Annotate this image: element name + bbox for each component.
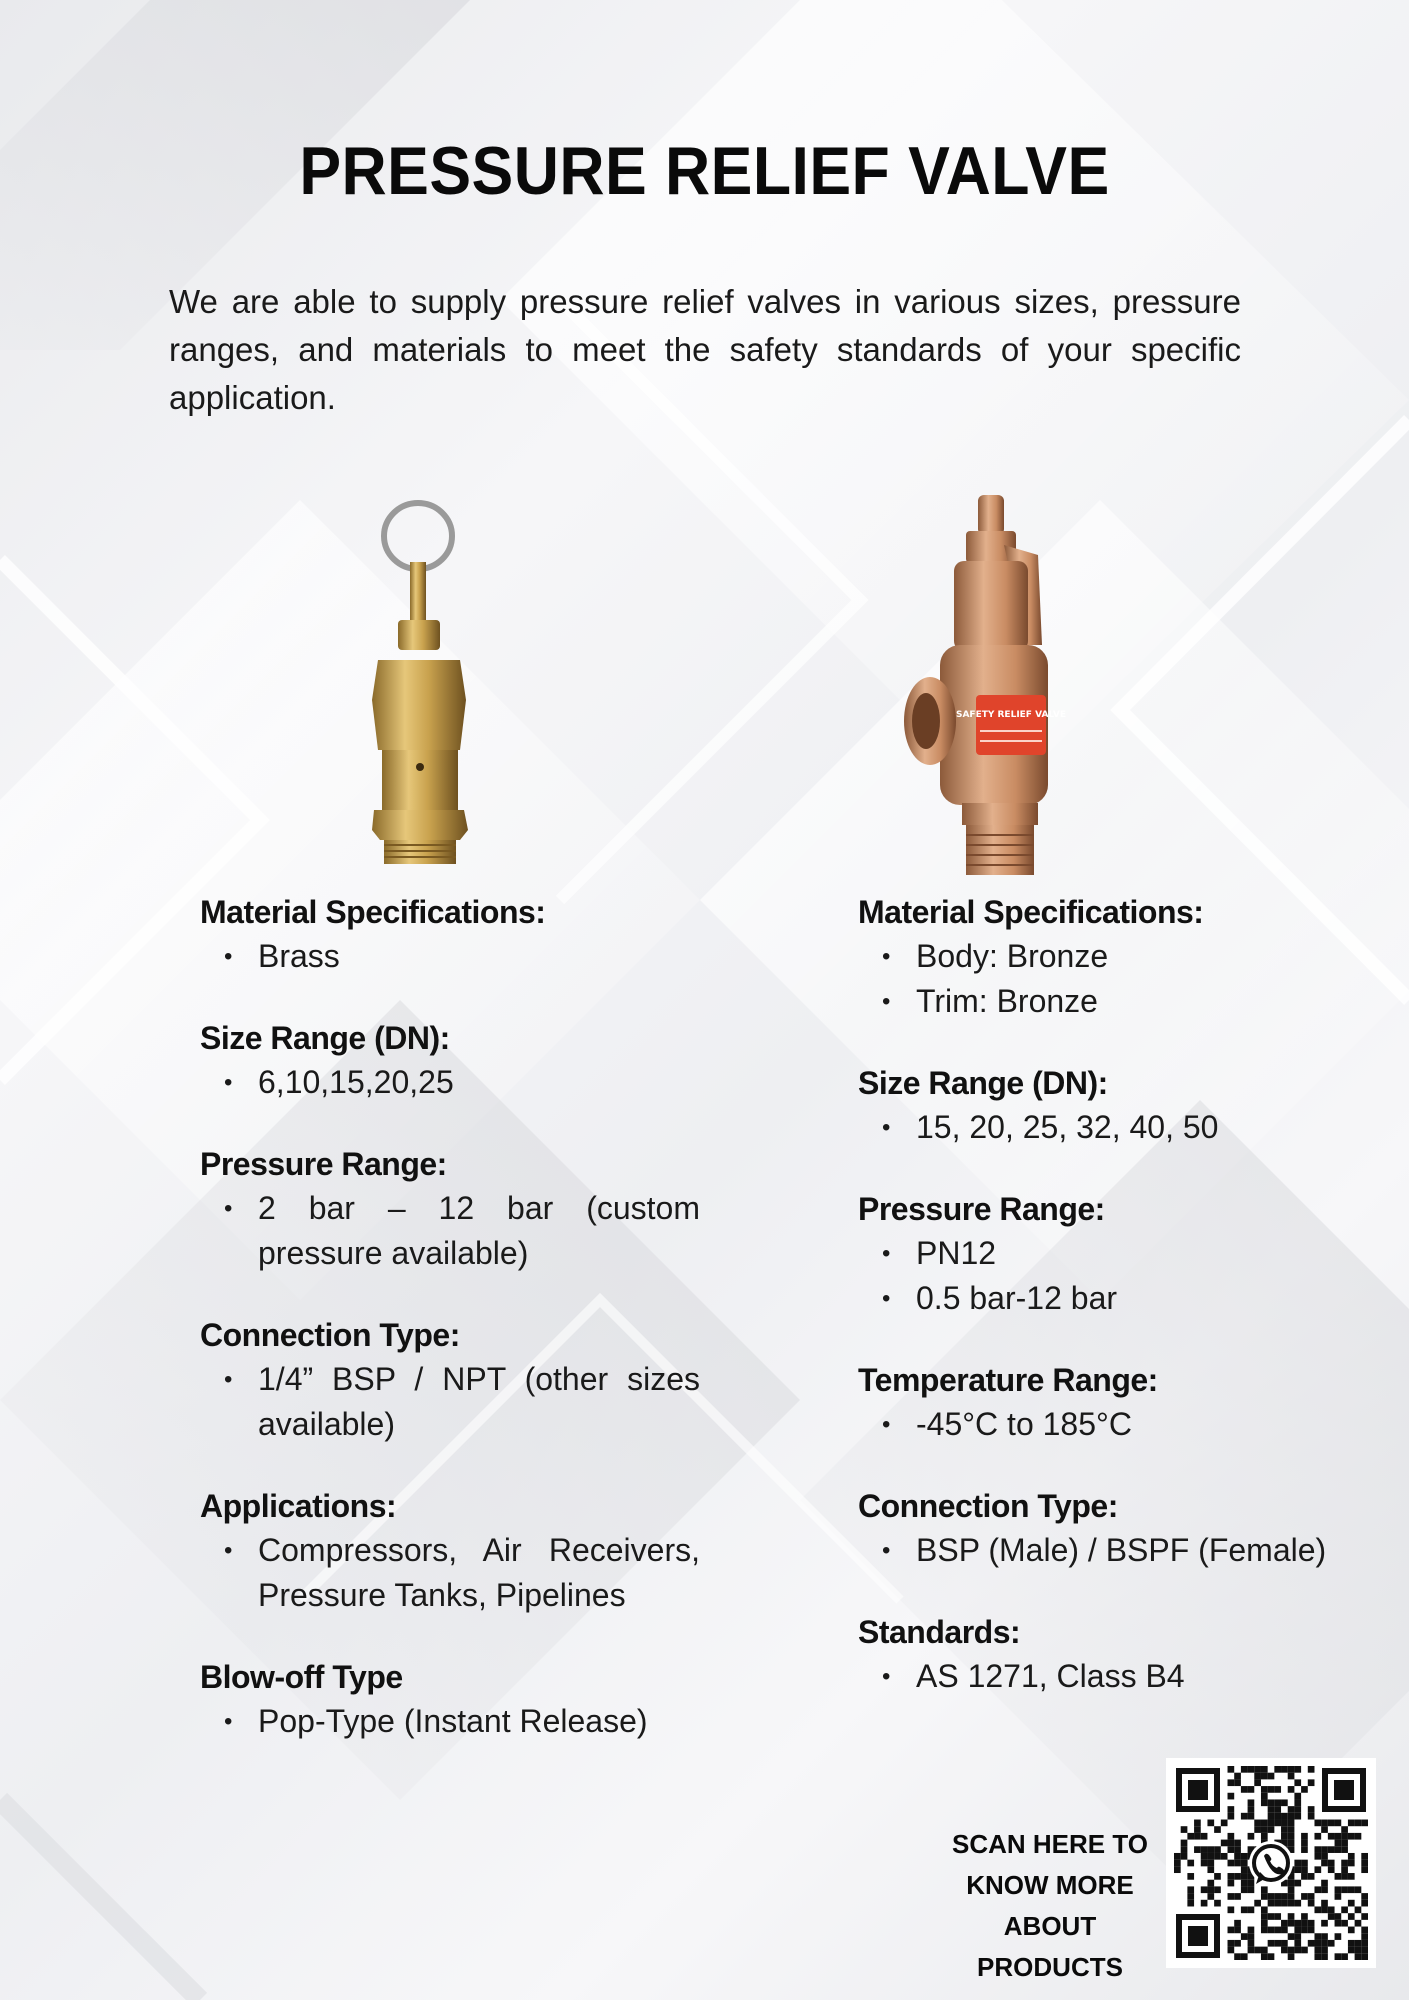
spec-section (200, 1313, 700, 1447)
spec-section-title: Applications: (200, 1488, 397, 1524)
spec-list (858, 1231, 1328, 1321)
spec-list-item: • AS 1271, Class B4 (858, 1654, 1328, 1699)
spec-section (858, 1610, 1328, 1699)
spec-section-title: Material Specifications: (200, 894, 546, 930)
spec-section-title: Pressure Range: (858, 1191, 1105, 1227)
spec-list (200, 1060, 700, 1105)
svg-text:SAFETY RELIEF VALVE: SAFETY RELIEF VALVE (955, 710, 1067, 720)
spec-section-title: Blow-off Type (200, 1659, 403, 1695)
spec-list (858, 1402, 1328, 1447)
intro-paragraph: We are able to supply pressure relief valves in various sizes, pressure ranges, and materials to meet the safety standards of your specific application. (169, 283, 1241, 416)
spec-section-title: Connection Type: (200, 1317, 460, 1353)
spec-section (200, 1016, 700, 1105)
spec-list (858, 1105, 1328, 1150)
spec-list-item: • Trim: Bronze (858, 979, 1328, 1024)
scan-line: ABOUT PRODUCTS (977, 1911, 1123, 1982)
spec-list-item: • -45°C to 185°C (858, 1402, 1328, 1447)
spec-list-item: • Pop-Type (Instant Release) (200, 1699, 700, 1744)
spec-list-item: • 1/4” BSP / NPT (other sizes available) (200, 1357, 700, 1447)
spec-list-item: • Body: Bronze (858, 934, 1328, 979)
spec-section-title: Temperature Range: (858, 1362, 1158, 1398)
spec-section-title: Size Range (DN): (858, 1065, 1108, 1101)
spec-list-item: • PN12 (858, 1231, 1328, 1276)
spec-list (200, 1186, 700, 1276)
spec-section (200, 890, 700, 979)
spec-list-item: • 6,10,15,20,25 (200, 1060, 700, 1105)
spec-section (200, 1655, 700, 1744)
scan-call-to-action (930, 1824, 1170, 1988)
spec-list (858, 934, 1328, 1024)
page-title: PRESSURE RELIEF VALVE (299, 133, 1110, 209)
whatsapp-icon (1249, 1841, 1293, 1885)
qr-code-graphic (1174, 1766, 1368, 1960)
spec-list-item: • BSP (Male) / BSPF (Female) (858, 1528, 1328, 1573)
spec-list-item: • 15, 20, 25, 32, 40, 50 (858, 1105, 1328, 1150)
spec-section (200, 1484, 700, 1618)
spec-section-title: Material Specifications: (858, 894, 1204, 930)
spec-list-item: • Compressors, Air Receivers, Pressure Tanks, Pipelines (200, 1528, 700, 1618)
spec-list (200, 1699, 700, 1744)
spec-list (858, 1654, 1328, 1699)
spec-section-title: Pressure Range: (200, 1146, 447, 1182)
spec-section-title: Standards: (858, 1614, 1021, 1650)
spec-section (858, 890, 1328, 1024)
spec-section (200, 1142, 700, 1276)
qr-code-icon[interactable] (1166, 1758, 1376, 1968)
spec-section (858, 1358, 1328, 1447)
spec-list (200, 1357, 700, 1447)
spec-list-item: • 2 bar – 12 bar (custom pressure available) (200, 1186, 700, 1276)
spec-section (858, 1187, 1328, 1321)
scan-line: SCAN HERE TO (952, 1829, 1148, 1859)
spec-section-title: Connection Type: (858, 1488, 1118, 1524)
spec-list (200, 934, 700, 979)
bronze-safety-relief-valve-image (900, 495, 1080, 880)
spec-list (858, 1528, 1328, 1573)
spec-list-item: • 0.5 bar-12 bar (858, 1276, 1328, 1321)
spec-section (858, 1061, 1328, 1150)
product-1-specs (200, 890, 700, 1781)
spec-section (858, 1484, 1328, 1573)
spec-list (200, 1528, 700, 1618)
product-2-specs (858, 890, 1328, 1736)
spec-list-item: • Brass (200, 934, 700, 979)
scan-line: KNOW MORE (966, 1870, 1134, 1900)
spec-section-title: Size Range (DN): (200, 1020, 450, 1056)
brass-pop-safety-valve-image (360, 500, 480, 865)
